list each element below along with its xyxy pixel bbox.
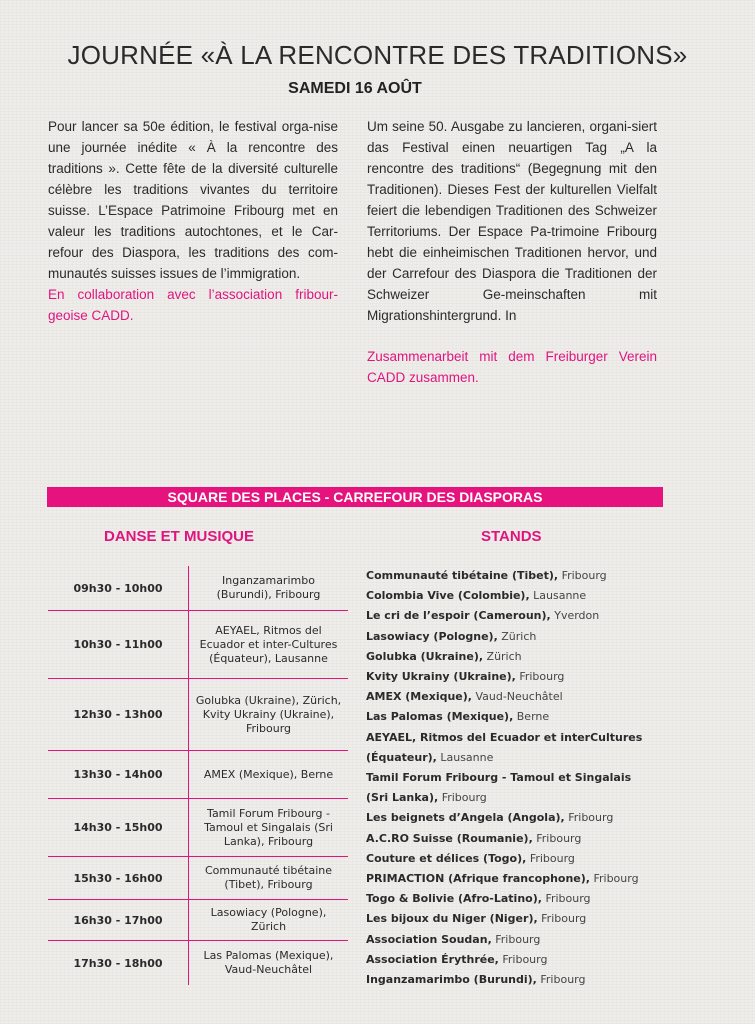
stand-city: Fribourg <box>536 831 582 845</box>
schedule-performer: AMEX (Mexique), Berne <box>203 767 334 781</box>
stand-name: Le cri de l’espoir (Cameroun), <box>366 609 551 623</box>
schedule-time: 17h30 - 18h00 <box>48 941 189 985</box>
stand-name: A.C.RO Suisse (Roumanie), <box>366 831 533 845</box>
stand-city: Zürich <box>486 649 522 663</box>
stand-city: Fribourg <box>540 973 586 987</box>
stand-city: Fribourg <box>529 851 575 865</box>
list-item <box>366 728 666 748</box>
stand-city: Berne <box>516 710 550 724</box>
stand-name: Association Érythrée, <box>366 952 499 966</box>
schedule-performer: Inganzamarimbo (Burundi), Fribourg <box>216 574 321 601</box>
schedule-row <box>48 857 348 900</box>
stand-name: Las Palomas (Mexique), <box>366 710 514 724</box>
intro-french-text: Pour lancer sa 50e édition, le festival orga-nise une journée inédite « À la rencontre des traditions ». Cette fête de la diversité culturelle célèbre les traditions vivantes du territoire suisse. L’Espace Patrimoine Fribourg met en valeur les traditions autochtones, et le Car- refour des Diaspora, les traditions des com- munautés suisses issues de l’immigration. <box>48 119 338 281</box>
list-item <box>366 586 666 606</box>
stand-name: Colombia Vive (Colombie), <box>366 589 530 603</box>
list-item <box>366 707 666 727</box>
stand-city: Fribourg <box>541 912 587 926</box>
stand-city: Fribourg <box>568 811 614 825</box>
stand-name: AMEX (Mexique), <box>366 690 472 704</box>
list-item <box>366 667 666 687</box>
schedule-row <box>48 799 348 857</box>
stand-city: Fribourg <box>593 872 639 886</box>
stand-name: Les bijoux du Niger (Niger), <box>366 912 538 926</box>
stand-city: Lausanne <box>533 589 587 603</box>
stand-name: Togo & Bolivie (Afro-Latino), <box>366 892 542 906</box>
list-item <box>366 647 666 667</box>
stand-name: PRIMACTION (Afrique francophone), <box>366 872 590 886</box>
stand-city: Fribourg <box>545 892 591 906</box>
intro-german-collab: Zusammenarbeit mit dem Freiburger Verein CADD zusammen. <box>367 349 657 385</box>
stand-name: Association Soudan, <box>366 932 492 946</box>
schedule-performer: AEYAEL, Ritmos del Ecuador et inter-Cultures (Équateur), Lausanne <box>199 623 338 665</box>
schedule-time: 15h30 - 16h00 <box>48 857 189 899</box>
stand-name: Les beignets d’Angela (Angola), <box>366 811 565 825</box>
stand-city: Zürich <box>501 629 537 643</box>
schedule-row <box>48 900 348 941</box>
stand-name: AEYAEL, Ritmos del Ecuador et interCultures <box>366 730 643 744</box>
list-item <box>366 768 666 788</box>
list-item <box>366 566 666 586</box>
stand-city: Yverdon <box>554 609 600 623</box>
list-item <box>366 687 666 707</box>
schedule-row <box>48 941 348 985</box>
stand-city: Fribourg <box>495 932 541 946</box>
schedule-time: 16h30 - 17h00 <box>48 900 189 940</box>
dance-heading: DANSE ET MUSIQUE <box>104 528 255 545</box>
dance-schedule-table <box>48 566 348 985</box>
schedule-row <box>48 751 348 799</box>
schedule-performer: Tamil Forum Fribourg - Tamoul et Singalais (Sri Lanka), Fribourg <box>204 806 333 848</box>
stand-name: Couture et délices (Togo), <box>366 851 527 865</box>
list-item <box>366 950 666 970</box>
stand-city: Fribourg <box>441 791 487 805</box>
section-banner: SQUARE DES PLACES - CARREFOUR DES DIASPORAS <box>47 487 663 507</box>
list-item <box>366 889 666 909</box>
list-item <box>366 970 666 990</box>
stand-name: (Équateur), <box>366 750 437 764</box>
schedule-row <box>48 566 348 611</box>
stand-city: Fribourg <box>561 569 607 582</box>
page-title: JOURNÉE «À LA RENCONTRE DES TRADITIONS» <box>67 40 688 70</box>
schedule-time: 09h30 - 10h00 <box>48 566 189 610</box>
stand-name: Kvity Ukrainy (Ukraine), <box>366 670 516 684</box>
stand-name: (Sri Lanka), <box>366 791 439 805</box>
event-date: SAMEDI 16 AOÛT <box>288 80 422 97</box>
list-item <box>366 829 666 849</box>
stand-city: Lausanne <box>440 750 494 764</box>
list-item <box>366 748 666 768</box>
list-item <box>366 808 666 828</box>
list-item <box>366 788 666 808</box>
intro-german-text: Um seine 50. Ausgabe zu lancieren, organi-siert das Festival einen neuartigen Tag „A la rencontre des traditions“ (Begegnung mit den Traditionen). Dieses Fest der kulturellen Vielfalt feiert die lebendigen Traditionen des Schweizer Territoriums. Der Espace Pa-trimoine Fribourg hebt die einheimischen Traditionen hervor, und der Carrefour des Diaspora die Traditionen der Schweizer Ge-meinschaften mit Migrationshintergrund. In <box>367 119 657 323</box>
stands-heading: STANDS <box>481 528 542 545</box>
schedule-performer: Golubka (Ukraine), Zürich, Kvity Ukrainy (Ukraine), Fribourg <box>195 693 342 735</box>
list-item <box>366 909 666 929</box>
schedule-performer: Las Palomas (Mexique), Vaud-Neuchâtel <box>203 949 334 976</box>
stand-name: Golubka (Ukraine), <box>366 649 484 663</box>
stand-city: Fribourg <box>519 670 565 684</box>
stand-city: Vaud-Neuchâtel <box>475 690 563 704</box>
schedule-time: 12h30 - 13h00 <box>48 679 189 750</box>
stand-name: Tamil Forum Fribourg - Tamoul et Singalais <box>366 771 632 785</box>
list-item <box>366 606 666 626</box>
list-item <box>366 849 666 869</box>
schedule-time: 14h30 - 15h00 <box>48 799 189 856</box>
intro-french-collab: En collaboration avec l’association fribour-geoise CADD. <box>48 287 338 323</box>
schedule-performer: Lasowiacy (Pologne), Zürich <box>210 906 327 933</box>
list-item <box>366 869 666 889</box>
list-item <box>366 930 666 950</box>
list-item <box>366 627 666 647</box>
schedule-row <box>48 611 348 679</box>
stand-name: Lasowiacy (Pologne), <box>366 629 498 643</box>
stand-name: Inganzamarimbo (Burundi), <box>366 973 537 987</box>
stand-name: Communauté tibétaine (Tibet), <box>366 569 559 582</box>
schedule-performer: Communauté tibétaine (Tibet), Fribourg <box>204 864 333 891</box>
schedule-time: 13h30 - 14h00 <box>48 751 189 798</box>
intro-german <box>367 116 657 388</box>
schedule-time: 10h30 - 11h00 <box>48 611 189 678</box>
stands-list <box>366 566 666 990</box>
schedule-row <box>48 679 348 751</box>
stand-city: Fribourg <box>502 952 548 966</box>
intro-french <box>48 116 338 326</box>
